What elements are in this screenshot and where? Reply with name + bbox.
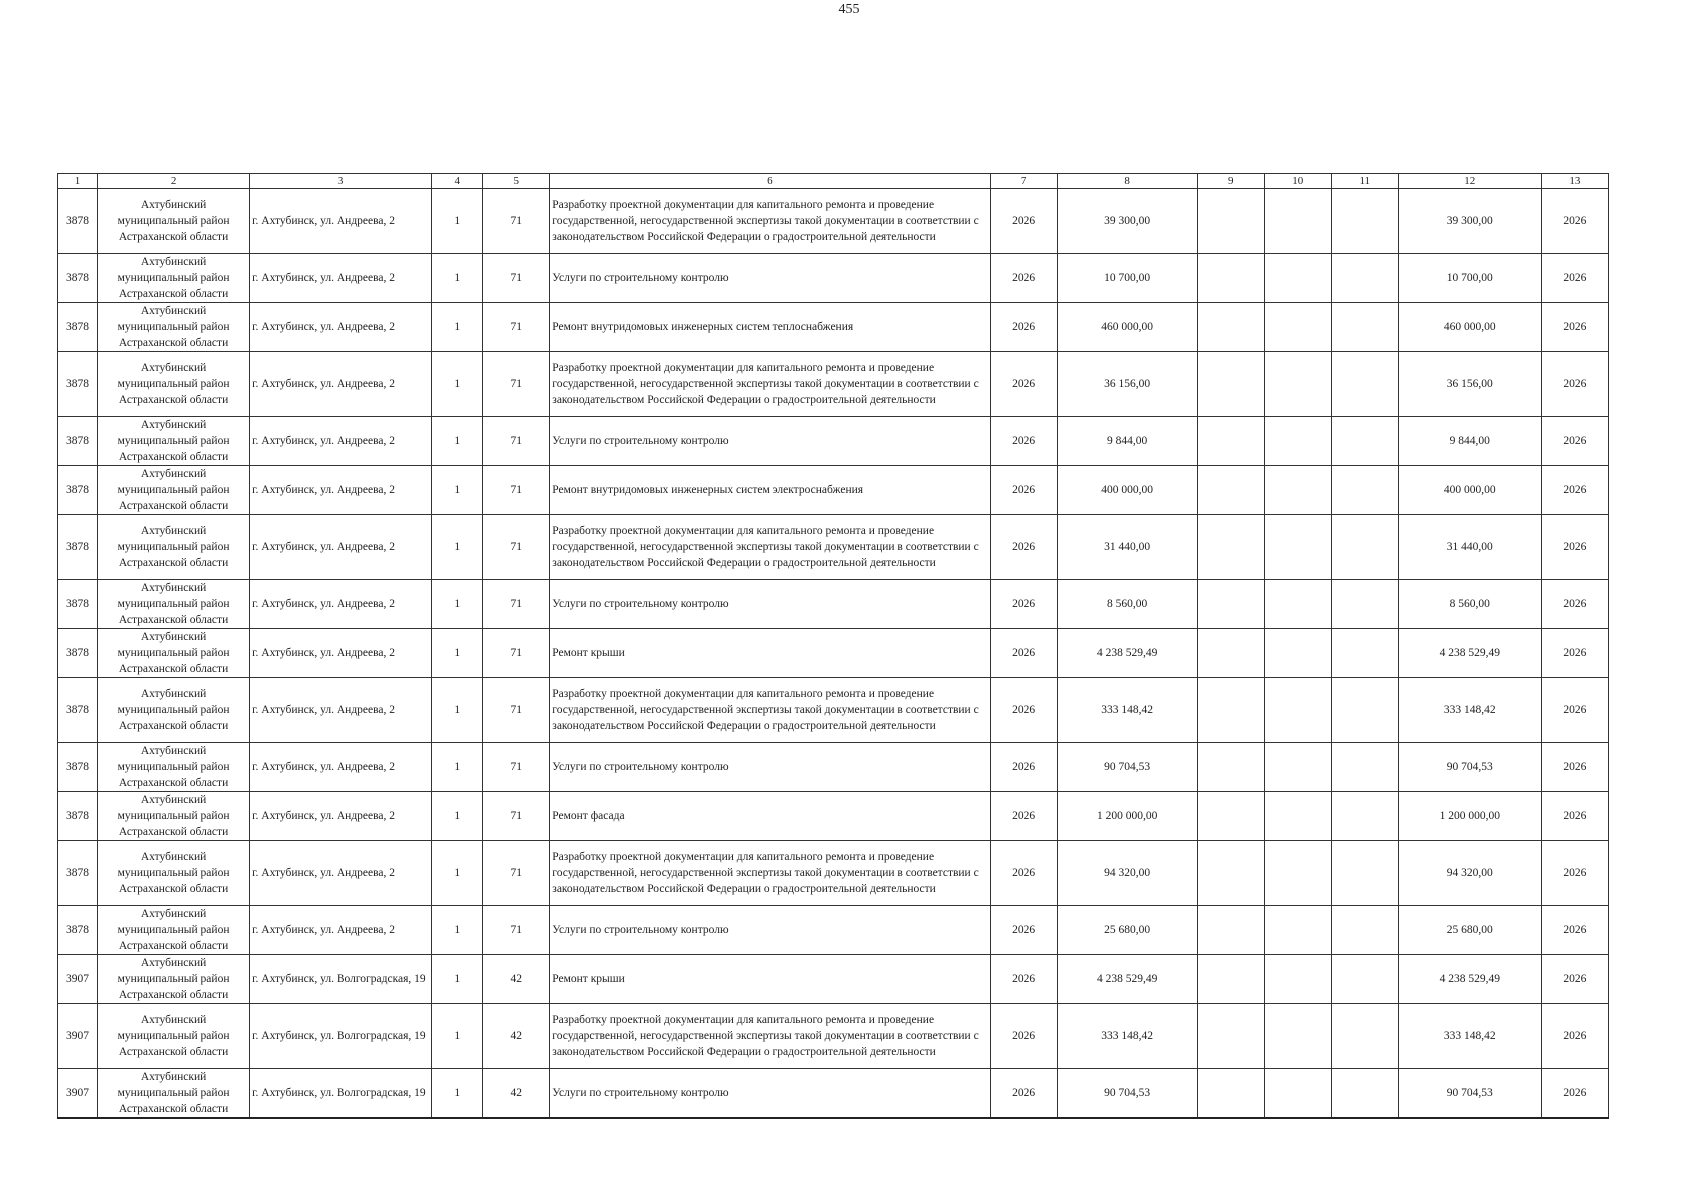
total-cost-cell: 36 156,00 <box>1057 352 1197 417</box>
address-cell: г. Ахтубинск, ул. Волгоградская, 19 <box>250 955 432 1004</box>
row-id-cell: 3878 <box>58 580 98 629</box>
column-5-cell: 71 <box>483 629 550 678</box>
row-id-cell: 3878 <box>58 352 98 417</box>
column-header: 3 <box>250 174 432 189</box>
work-type-cell: Разработку проектной документации для капитального ремонта и проведение государственной, негосударственной экспертизы такой документации в соответствии с законодательством Российской Федерации о градостроительной деятельности <box>550 1004 990 1069</box>
column-11-cell <box>1331 792 1398 841</box>
work-type-cell: Ремонт внутридомовых инженерных систем электроснабжения <box>550 466 990 515</box>
column-9-cell <box>1197 254 1264 303</box>
work-type-cell: Ремонт крыши <box>550 955 990 1004</box>
column-9-cell <box>1197 580 1264 629</box>
table-row <box>58 906 1609 955</box>
year-cell: 2026 <box>990 1069 1057 1119</box>
total-cost-cell: 4 238 529,49 <box>1057 955 1197 1004</box>
municipality-cell: Ахтубинский муниципальный район Астраханской области <box>98 515 250 580</box>
work-type-cell: Разработку проектной документации для капитального ремонта и проведение государственной, негосударственной экспертизы такой документации в соответствии с законодательством Российской Федерации о градостроительной деятельности <box>550 515 990 580</box>
address-cell: г. Ахтубинск, ул. Андреева, 2 <box>250 580 432 629</box>
table-row <box>58 417 1609 466</box>
address-cell: г. Ахтубинск, ул. Андреева, 2 <box>250 792 432 841</box>
column-5-cell: 71 <box>483 906 550 955</box>
column-10-cell <box>1264 906 1331 955</box>
column-4-cell: 1 <box>432 352 483 417</box>
column-11-cell <box>1331 580 1398 629</box>
column-11-cell <box>1331 352 1398 417</box>
municipality-cell: Ахтубинский муниципальный район Астраханской области <box>98 955 250 1004</box>
column-12-cell: 36 156,00 <box>1398 352 1541 417</box>
municipality-cell: Ахтубинский муниципальный район Астраханской области <box>98 1004 250 1069</box>
column-9-cell <box>1197 629 1264 678</box>
total-cost-cell: 400 000,00 <box>1057 466 1197 515</box>
capital-repair-table <box>57 173 1609 1119</box>
total-cost-cell: 39 300,00 <box>1057 189 1197 254</box>
municipality-cell: Ахтубинский муниципальный район Астраханской области <box>98 189 250 254</box>
column-4-cell: 1 <box>432 743 483 792</box>
column-5-cell: 71 <box>483 254 550 303</box>
column-5-cell: 71 <box>483 743 550 792</box>
municipality-cell: Ахтубинский муниципальный район Астраханской области <box>98 743 250 792</box>
total-cost-cell: 333 148,42 <box>1057 678 1197 743</box>
column-5-cell: 71 <box>483 189 550 254</box>
column-9-cell <box>1197 743 1264 792</box>
column-11-cell <box>1331 466 1398 515</box>
column-12-cell: 31 440,00 <box>1398 515 1541 580</box>
column-11-cell <box>1331 629 1398 678</box>
column-5-cell: 71 <box>483 303 550 352</box>
column-10-cell <box>1264 189 1331 254</box>
column-header: 10 <box>1264 174 1331 189</box>
column-5-cell: 71 <box>483 515 550 580</box>
table-row <box>58 743 1609 792</box>
column-5-cell: 42 <box>483 955 550 1004</box>
address-cell: г. Ахтубинск, ул. Андреева, 2 <box>250 254 432 303</box>
table-row <box>58 515 1609 580</box>
column-4-cell: 1 <box>432 906 483 955</box>
column-11-cell <box>1331 1069 1398 1119</box>
column-13-cell: 2026 <box>1541 466 1608 515</box>
column-9-cell <box>1197 906 1264 955</box>
column-12-cell: 333 148,42 <box>1398 678 1541 743</box>
year-cell: 2026 <box>990 352 1057 417</box>
column-11-cell <box>1331 841 1398 906</box>
column-4-cell: 1 <box>432 466 483 515</box>
column-13-cell: 2026 <box>1541 906 1608 955</box>
row-id-cell: 3907 <box>58 1069 98 1119</box>
column-4-cell: 1 <box>432 1069 483 1119</box>
column-9-cell <box>1197 1069 1264 1119</box>
table-row <box>58 352 1609 417</box>
municipality-cell: Ахтубинский муниципальный район Астраханской области <box>98 352 250 417</box>
column-13-cell: 2026 <box>1541 792 1608 841</box>
year-cell: 2026 <box>990 189 1057 254</box>
column-11-cell <box>1331 955 1398 1004</box>
column-13-cell: 2026 <box>1541 580 1608 629</box>
column-10-cell <box>1264 629 1331 678</box>
address-cell: г. Ахтубинск, ул. Андреева, 2 <box>250 466 432 515</box>
column-13-cell: 2026 <box>1541 955 1608 1004</box>
work-type-cell: Разработку проектной документации для капитального ремонта и проведение государственной, негосударственной экспертизы такой документации в соответствии с законодательством Российской Федерации о градостроительной деятельности <box>550 189 990 254</box>
column-13-cell: 2026 <box>1541 743 1608 792</box>
work-type-cell: Разработку проектной документации для капитального ремонта и проведение государственной, негосударственной экспертизы такой документации в соответствии с законодательством Российской Федерации о градостроительной деятельности <box>550 352 990 417</box>
column-header: 13 <box>1541 174 1608 189</box>
table-row <box>58 629 1609 678</box>
year-cell: 2026 <box>990 303 1057 352</box>
column-10-cell <box>1264 841 1331 906</box>
column-10-cell <box>1264 352 1331 417</box>
column-5-cell: 71 <box>483 841 550 906</box>
column-4-cell: 1 <box>432 841 483 906</box>
column-9-cell <box>1197 792 1264 841</box>
column-13-cell: 2026 <box>1541 1069 1608 1119</box>
row-id-cell: 3878 <box>58 254 98 303</box>
row-id-cell: 3878 <box>58 792 98 841</box>
year-cell: 2026 <box>990 254 1057 303</box>
column-4-cell: 1 <box>432 678 483 743</box>
total-cost-cell: 90 704,53 <box>1057 1069 1197 1119</box>
column-9-cell <box>1197 515 1264 580</box>
work-type-cell: Разработку проектной документации для капитального ремонта и проведение государственной, негосударственной экспертизы такой документации в соответствии с законодательством Российской Федерации о градостроительной деятельности <box>550 678 990 743</box>
work-type-cell: Ремонт крыши <box>550 629 990 678</box>
column-11-cell <box>1331 417 1398 466</box>
column-12-cell: 39 300,00 <box>1398 189 1541 254</box>
column-10-cell <box>1264 466 1331 515</box>
column-10-cell <box>1264 580 1331 629</box>
column-5-cell: 71 <box>483 792 550 841</box>
total-cost-cell: 8 560,00 <box>1057 580 1197 629</box>
address-cell: г. Ахтубинск, ул. Андреева, 2 <box>250 189 432 254</box>
column-11-cell <box>1331 254 1398 303</box>
column-header: 4 <box>432 174 483 189</box>
row-id-cell: 3878 <box>58 303 98 352</box>
work-type-cell: Услуги по строительному контролю <box>550 743 990 792</box>
row-id-cell: 3878 <box>58 466 98 515</box>
work-type-cell: Разработку проектной документации для капитального ремонта и проведение государственной, негосударственной экспертизы такой документации в соответствии с законодательством Российской Федерации о градостроительной деятельности <box>550 841 990 906</box>
work-type-cell: Услуги по строительному контролю <box>550 906 990 955</box>
column-12-cell: 4 238 529,49 <box>1398 629 1541 678</box>
table-row <box>58 466 1609 515</box>
total-cost-cell: 94 320,00 <box>1057 841 1197 906</box>
column-4-cell: 1 <box>432 254 483 303</box>
column-5-cell: 71 <box>483 417 550 466</box>
column-11-cell <box>1331 189 1398 254</box>
column-12-cell: 10 700,00 <box>1398 254 1541 303</box>
column-9-cell <box>1197 466 1264 515</box>
table-row <box>58 1004 1609 1069</box>
column-12-cell: 333 148,42 <box>1398 1004 1541 1069</box>
address-cell: г. Ахтубинск, ул. Андреева, 2 <box>250 629 432 678</box>
row-id-cell: 3878 <box>58 906 98 955</box>
column-12-cell: 4 238 529,49 <box>1398 955 1541 1004</box>
address-cell: г. Ахтубинск, ул. Андреева, 2 <box>250 678 432 743</box>
column-10-cell <box>1264 955 1331 1004</box>
column-13-cell: 2026 <box>1541 417 1608 466</box>
municipality-cell: Ахтубинский муниципальный район Астраханской области <box>98 629 250 678</box>
table-row <box>58 580 1609 629</box>
total-cost-cell: 460 000,00 <box>1057 303 1197 352</box>
municipality-cell: Ахтубинский муниципальный район Астраханской области <box>98 792 250 841</box>
year-cell: 2026 <box>990 841 1057 906</box>
page-number: 455 <box>838 2 860 17</box>
work-type-cell: Услуги по строительному контролю <box>550 1069 990 1119</box>
column-12-cell: 90 704,53 <box>1398 1069 1541 1119</box>
row-id-cell: 3907 <box>58 1004 98 1069</box>
total-cost-cell: 10 700,00 <box>1057 254 1197 303</box>
column-13-cell: 2026 <box>1541 303 1608 352</box>
table-row <box>58 303 1609 352</box>
row-id-cell: 3878 <box>58 743 98 792</box>
address-cell: г. Ахтубинск, ул. Андреева, 2 <box>250 906 432 955</box>
municipality-cell: Ахтубинский муниципальный район Астраханской области <box>98 678 250 743</box>
column-11-cell <box>1331 743 1398 792</box>
column-10-cell <box>1264 254 1331 303</box>
address-cell: г. Ахтубинск, ул. Андреева, 2 <box>250 515 432 580</box>
total-cost-cell: 90 704,53 <box>1057 743 1197 792</box>
year-cell: 2026 <box>990 792 1057 841</box>
row-id-cell: 3878 <box>58 841 98 906</box>
work-type-cell: Услуги по строительному контролю <box>550 417 990 466</box>
column-10-cell <box>1264 303 1331 352</box>
column-13-cell: 2026 <box>1541 189 1608 254</box>
year-cell: 2026 <box>990 906 1057 955</box>
table-row <box>58 841 1609 906</box>
table-row <box>58 189 1609 254</box>
column-9-cell <box>1197 955 1264 1004</box>
column-4-cell: 1 <box>432 515 483 580</box>
address-cell: г. Ахтубинск, ул. Андреева, 2 <box>250 352 432 417</box>
column-13-cell: 2026 <box>1541 1004 1608 1069</box>
year-cell: 2026 <box>990 1004 1057 1069</box>
column-4-cell: 1 <box>432 629 483 678</box>
column-11-cell <box>1331 303 1398 352</box>
address-cell: г. Ахтубинск, ул. Андреева, 2 <box>250 303 432 352</box>
column-4-cell: 1 <box>432 580 483 629</box>
column-header: 11 <box>1331 174 1398 189</box>
column-10-cell <box>1264 515 1331 580</box>
total-cost-cell: 4 238 529,49 <box>1057 629 1197 678</box>
column-10-cell <box>1264 1069 1331 1119</box>
column-9-cell <box>1197 303 1264 352</box>
column-4-cell: 1 <box>432 955 483 1004</box>
row-id-cell: 3878 <box>58 678 98 743</box>
column-11-cell <box>1331 906 1398 955</box>
column-9-cell <box>1197 678 1264 743</box>
row-id-cell: 3878 <box>58 629 98 678</box>
column-9-cell <box>1197 189 1264 254</box>
column-13-cell: 2026 <box>1541 352 1608 417</box>
header-row <box>58 174 1609 189</box>
column-header: 12 <box>1398 174 1541 189</box>
column-4-cell: 1 <box>432 189 483 254</box>
column-10-cell <box>1264 1004 1331 1069</box>
municipality-cell: Ахтубинский муниципальный район Астраханской области <box>98 906 250 955</box>
table-row <box>58 955 1609 1004</box>
municipality-cell: Ахтубинский муниципальный район Астраханской области <box>98 466 250 515</box>
work-type-cell: Ремонт внутридомовых инженерных систем теплоснабжения <box>550 303 990 352</box>
column-header: 8 <box>1057 174 1197 189</box>
column-13-cell: 2026 <box>1541 841 1608 906</box>
column-header: 2 <box>98 174 250 189</box>
address-cell: г. Ахтубинск, ул. Андреева, 2 <box>250 743 432 792</box>
column-9-cell <box>1197 352 1264 417</box>
column-9-cell <box>1197 1004 1264 1069</box>
municipality-cell: Ахтубинский муниципальный район Астраханской области <box>98 580 250 629</box>
column-13-cell: 2026 <box>1541 678 1608 743</box>
column-13-cell: 2026 <box>1541 254 1608 303</box>
column-12-cell: 460 000,00 <box>1398 303 1541 352</box>
address-cell: г. Ахтубинск, ул. Андреева, 2 <box>250 841 432 906</box>
work-type-cell: Услуги по строительному контролю <box>550 580 990 629</box>
year-cell: 2026 <box>990 466 1057 515</box>
column-5-cell: 42 <box>483 1004 550 1069</box>
column-header: 7 <box>990 174 1057 189</box>
address-cell: г. Ахтубинск, ул. Волгоградская, 19 <box>250 1069 432 1119</box>
column-10-cell <box>1264 678 1331 743</box>
column-11-cell <box>1331 1004 1398 1069</box>
municipality-cell: Ахтубинский муниципальный район Астраханской области <box>98 303 250 352</box>
column-5-cell: 71 <box>483 678 550 743</box>
column-12-cell: 400 000,00 <box>1398 466 1541 515</box>
column-10-cell <box>1264 792 1331 841</box>
table-body <box>58 189 1609 1119</box>
column-12-cell: 90 704,53 <box>1398 743 1541 792</box>
column-12-cell: 1 200 000,00 <box>1398 792 1541 841</box>
year-cell: 2026 <box>990 678 1057 743</box>
year-cell: 2026 <box>990 629 1057 678</box>
column-12-cell: 94 320,00 <box>1398 841 1541 906</box>
table-row <box>58 254 1609 303</box>
total-cost-cell: 25 680,00 <box>1057 906 1197 955</box>
column-13-cell: 2026 <box>1541 515 1608 580</box>
column-header: 5 <box>483 174 550 189</box>
column-4-cell: 1 <box>432 1004 483 1069</box>
column-12-cell: 25 680,00 <box>1398 906 1541 955</box>
year-cell: 2026 <box>990 743 1057 792</box>
column-9-cell <box>1197 841 1264 906</box>
column-header: 1 <box>58 174 98 189</box>
row-id-cell: 3878 <box>58 189 98 254</box>
table-row <box>58 1069 1609 1119</box>
column-5-cell: 71 <box>483 580 550 629</box>
total-cost-cell: 1 200 000,00 <box>1057 792 1197 841</box>
column-10-cell <box>1264 743 1331 792</box>
total-cost-cell: 31 440,00 <box>1057 515 1197 580</box>
table-row <box>58 792 1609 841</box>
column-11-cell <box>1331 678 1398 743</box>
year-cell: 2026 <box>990 515 1057 580</box>
row-id-cell: 3878 <box>58 417 98 466</box>
municipality-cell: Ахтубинский муниципальный район Астраханской области <box>98 417 250 466</box>
column-11-cell <box>1331 515 1398 580</box>
column-10-cell <box>1264 417 1331 466</box>
total-cost-cell: 333 148,42 <box>1057 1004 1197 1069</box>
year-cell: 2026 <box>990 955 1057 1004</box>
column-4-cell: 1 <box>432 417 483 466</box>
year-cell: 2026 <box>990 417 1057 466</box>
column-13-cell: 2026 <box>1541 629 1608 678</box>
municipality-cell: Ахтубинский муниципальный район Астраханской области <box>98 1069 250 1119</box>
column-5-cell: 42 <box>483 1069 550 1119</box>
work-type-cell: Услуги по строительному контролю <box>550 254 990 303</box>
municipality-cell: Ахтубинский муниципальный район Астраханской области <box>98 841 250 906</box>
column-5-cell: 71 <box>483 352 550 417</box>
column-12-cell: 8 560,00 <box>1398 580 1541 629</box>
column-12-cell: 9 844,00 <box>1398 417 1541 466</box>
row-id-cell: 3907 <box>58 955 98 1004</box>
column-5-cell: 71 <box>483 466 550 515</box>
municipality-cell: Ахтубинский муниципальный район Астраханской области <box>98 254 250 303</box>
column-9-cell <box>1197 417 1264 466</box>
column-header: 9 <box>1197 174 1264 189</box>
year-cell: 2026 <box>990 580 1057 629</box>
address-cell: г. Ахтубинск, ул. Волгоградская, 19 <box>250 1004 432 1069</box>
address-cell: г. Ахтубинск, ул. Андреева, 2 <box>250 417 432 466</box>
work-type-cell: Ремонт фасада <box>550 792 990 841</box>
column-4-cell: 1 <box>432 303 483 352</box>
table-row <box>58 678 1609 743</box>
row-id-cell: 3878 <box>58 515 98 580</box>
total-cost-cell: 9 844,00 <box>1057 417 1197 466</box>
column-4-cell: 1 <box>432 792 483 841</box>
column-header: 6 <box>550 174 990 189</box>
